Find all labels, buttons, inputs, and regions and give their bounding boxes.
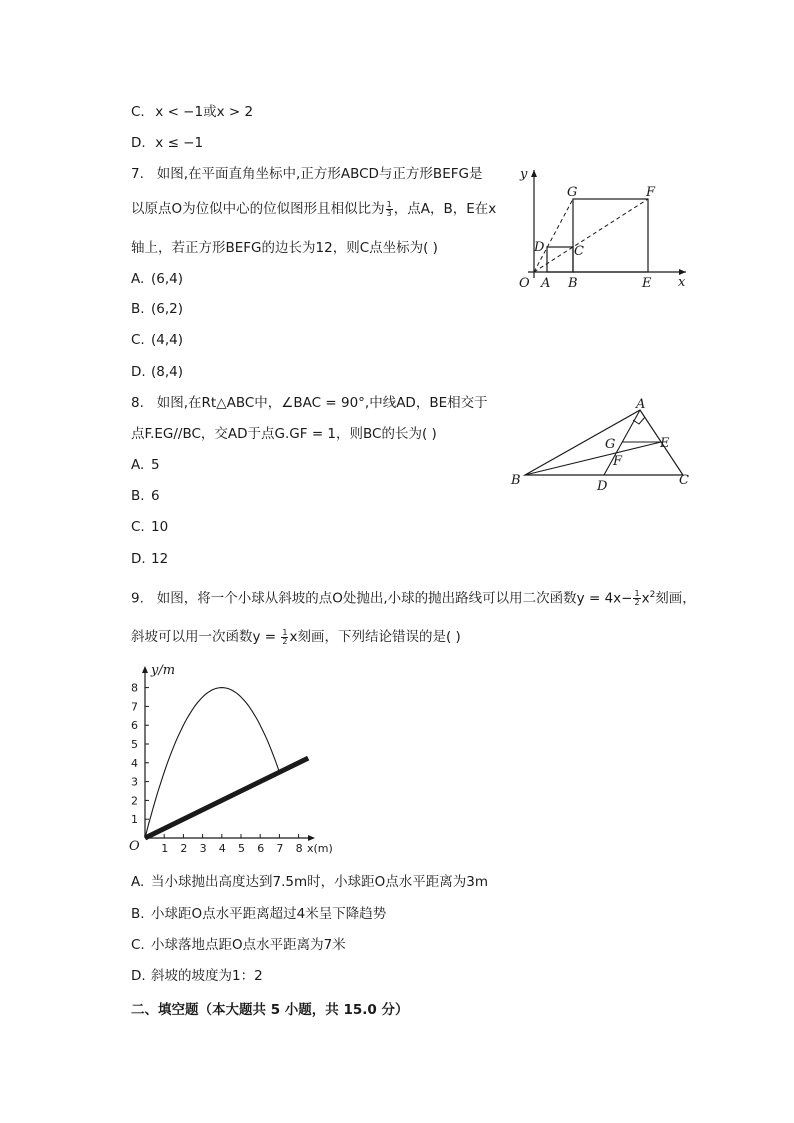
label-o: O	[519, 276, 530, 291]
label-e: E	[642, 276, 652, 291]
q8-option-a: A. 5	[131, 457, 160, 473]
dashed-of	[534, 199, 648, 272]
label-a: A	[636, 397, 646, 412]
y-axis-arrow	[531, 170, 537, 177]
q9-text-1a: 如图，将一个小球从斜坡的点O处抛出,小球的抛出路线可以用二次函数y = 4x−	[156, 590, 633, 607]
q7-figure	[508, 160, 698, 295]
label-g: G	[605, 437, 616, 452]
q8-option-c: C. 10	[131, 519, 169, 535]
x-tick-label: 3	[199, 842, 207, 855]
section-heading: 二、填空题（本大题共 5 小题，共 15.0 分）	[131, 1002, 409, 1018]
option-text: x < −1或x > 2	[155, 104, 254, 120]
dashed-og	[534, 199, 573, 272]
label-f: F	[613, 454, 623, 469]
label-a: A	[541, 276, 551, 291]
q9-option-b: B. 小球距O点水平距离超过4米呈下降趋势	[131, 906, 387, 922]
q8-figure	[505, 395, 700, 495]
label-b: B	[568, 276, 578, 291]
option-label: D.	[131, 135, 146, 151]
q8-text-1: 如图,在Rt△ABC中，∠BAC = 90°,中线AD，BE相交于	[156, 395, 488, 411]
q7-text-2b: ，点A，B，E在x	[393, 201, 497, 217]
q9-chart	[125, 660, 355, 860]
q9-text-1b: x	[641, 590, 650, 607]
y-tick-label: 1	[131, 813, 138, 827]
q9-line-2	[131, 628, 461, 646]
q7-line-3	[131, 239, 438, 257]
q7-text-3: 轴上，若正方形BEFG的边长为12，则C点坐标为( )	[131, 240, 438, 256]
median-be	[525, 442, 661, 475]
label-b: B	[511, 473, 521, 488]
q8-line-1	[131, 394, 488, 412]
y-tick-label: 4	[131, 756, 138, 770]
y-axis-label: y/m	[151, 663, 176, 678]
square-abcd	[547, 247, 573, 272]
y-tick-label: 8	[131, 681, 138, 695]
q7-text-2a: 以原点O为位似中心的位似图形且相似比为	[131, 201, 385, 217]
label-y: y	[520, 167, 528, 182]
option-label: C.	[131, 104, 145, 120]
q9-fraction-1: $\frac{1}{2}$	[634, 589, 640, 607]
y-tick-label: 3	[131, 775, 138, 789]
x-tick-label: 5	[238, 842, 245, 855]
q9-line-1: 9. 如图，将一个小球从斜坡的点O处抛出,小球的抛出路线可以用二次函数y = 4x− $\frac{1}{2}$ $x^2$刻画，	[131, 589, 696, 607]
q8-option-b: B. 6	[131, 488, 160, 504]
q6-option-d	[131, 134, 203, 152]
q7-option-a: A. (6,4)	[131, 271, 184, 287]
x-tick-label: 2	[180, 842, 188, 855]
slope-line	[145, 758, 308, 838]
q9-fraction-2: $\frac{1}{2}$	[282, 627, 288, 646]
q7-option-b: B. (6,2)	[131, 301, 184, 317]
q9-text-1c: 刻画，	[655, 590, 696, 607]
q9-text-2b: x刻画，下列结论错误的是( )	[289, 629, 461, 645]
label-g: G	[567, 185, 578, 200]
x-tick-label: 6	[257, 842, 265, 855]
y-tick-label: 5	[131, 738, 138, 751]
q7-line-1	[131, 165, 482, 183]
x-tick-label: 1	[161, 842, 169, 855]
q7-option-d: D. (8,4)	[131, 364, 184, 380]
question-number: 8.	[131, 395, 144, 411]
x-tick-label: 7	[276, 842, 284, 855]
option-text: x ≤ −1	[155, 135, 204, 151]
origin-label: O	[129, 839, 140, 854]
q8-option-d: D. 12	[131, 551, 169, 567]
question-number: 9.	[131, 590, 144, 607]
question-number: 7.	[131, 166, 144, 182]
q7-text-1: 如图,在平面直角坐标中,正方形ABCD与正方形BEFG是	[156, 166, 483, 182]
parabola-curve	[145, 688, 279, 838]
q7-line-2	[131, 200, 496, 218]
x-axis-label: x(m)	[307, 842, 333, 855]
y-tick-label: 2	[131, 794, 138, 808]
ratio-fraction: $\frac{1}{3}$	[386, 199, 392, 218]
y-tick-label: 6	[131, 719, 138, 733]
x-tick-label: 4	[218, 842, 226, 855]
square-befg	[573, 199, 648, 272]
q6-option-c	[131, 103, 253, 121]
y-tick-label: 7	[131, 700, 138, 714]
q9-text-2a: 斜坡可以用一次函数y =	[131, 629, 281, 645]
x-tick-label: 8	[295, 842, 303, 855]
label-c: C	[679, 473, 689, 488]
q9-option-a: A. 当小球抛出高度达到7.5m时，小球距O点水平距离为3m	[131, 874, 488, 890]
label-d: D	[534, 240, 545, 255]
label-f: F	[646, 185, 656, 200]
label-e: E	[660, 436, 670, 451]
label-c: C	[574, 244, 584, 259]
label-d: D	[597, 479, 608, 494]
q8-line-2	[131, 425, 437, 443]
x-axis-arrow	[308, 835, 315, 841]
label-x: x	[678, 275, 686, 290]
q9-option-c: C. 小球落地点距O点水平距离为7米	[131, 937, 346, 953]
q8-text-2: 点F.EG//BC，交AD于点G.GF = 1，则BC的长为( )	[131, 426, 437, 442]
q9-option-d: D. 斜坡的坡度为1：2	[131, 968, 263, 984]
y-axis-arrow	[142, 666, 148, 673]
q7-option-c: C. (4,4)	[131, 332, 184, 348]
